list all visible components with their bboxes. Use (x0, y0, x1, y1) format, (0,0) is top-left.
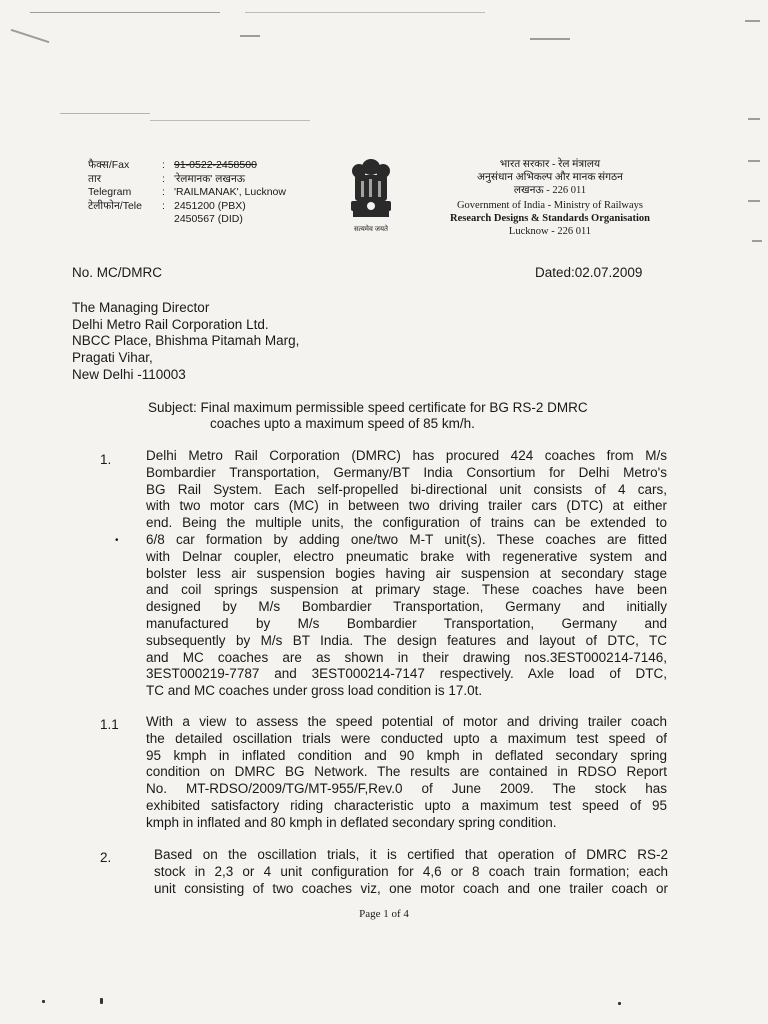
org-hindi-line-2: अनुसंधान अभिकल्प और मानक संगठन (477, 172, 623, 184)
scan-artifact (752, 240, 762, 242)
subject-line-1: Subject: Final maximum permissible speed certificate for BG RS-2 DMRC (148, 400, 588, 415)
tele-value-2: 2450567 (DID) (174, 213, 243, 225)
paragraph-line: manufactured by M/s Bombardier Transportation, Germany and (146, 615, 667, 631)
paragraph-2 (154, 847, 668, 897)
paragraph-number: 2. (100, 850, 112, 865)
paragraph-number: 1.1 (100, 717, 119, 732)
page-number: Page 1 of 4 (359, 908, 409, 920)
paragraph-line: Delhi Metro Rail Corporation (DMRC) has procured 424 coaches from M/s (146, 448, 667, 463)
telegram-value: 'RAILMANAK', Lucknow (174, 186, 286, 198)
scan-artifact (245, 12, 485, 13)
tele-label: टेलीफोन/Tele (88, 199, 142, 212)
organisation-block (430, 158, 670, 238)
contact-block (88, 159, 286, 227)
paragraph-line: No. MT-RDSO/2009/TG/MT-955/F,Rev.0 of June 2009. The stock has (146, 781, 667, 797)
paragraph-1-1 (146, 714, 667, 832)
reference-number: No. MC/DMRC (72, 265, 162, 280)
scan-artifact (748, 200, 760, 202)
paragraph-line: 95 kmph in inflated condition and 90 kmph in deflated secondary spring (146, 747, 667, 763)
paragraph-1 (146, 448, 667, 700)
paragraph-line: BG Rail System. Each self-propelled bi-directional unit consists of 4 cars, (146, 481, 667, 497)
recipient-address (72, 300, 299, 384)
margin-mark: • (115, 535, 119, 546)
fax-label: फैक्स/Fax (88, 159, 130, 171)
scan-artifact (530, 38, 570, 40)
paragraph-line: Based on the oscillation trials, it is certified that operation of DMRC RS-2 (154, 847, 668, 862)
paragraph-line: bolster less air suspension bogies having air suspension at secondary stage (146, 565, 667, 581)
paragraph-line: with two motor cars (MC) in between two driving trailer cars (DTC) at either (146, 498, 667, 514)
paragraph-line: Bombardier Transportation, Germany/BT India Consortium for Delhi Metro's (146, 464, 667, 480)
paragraph-line: kmph in inflated and 80 kmph in deflated secondary spring condition. (146, 814, 557, 830)
address-line: NBCC Place, Bhishma Pitamah Marg, (72, 333, 300, 349)
scan-artifact (100, 998, 103, 1004)
scan-artifact (748, 160, 760, 162)
paragraph-line: with Delnar coupler, electro pneumatic brake with regenerative system and (146, 548, 667, 564)
national-emblem-icon (345, 155, 397, 237)
address-line: The Managing Director (72, 300, 210, 315)
scan-artifact (150, 120, 310, 121)
tele-value-1: 2451200 (PBX) (174, 199, 246, 212)
paragraph-line: designed by M/s Bombardier Transportation, Germany and initially (146, 599, 667, 615)
paragraph-line: 3EST000219-7787 and 3EST000214-7147 respectively. Axle load of DTC, (146, 666, 667, 682)
separator: : (162, 199, 165, 212)
paragraph-line: exhibited satisfactory riding characteristic upto a maximum test speed of 95 (146, 797, 667, 813)
separator: : (162, 172, 165, 185)
paragraph-line: end. Being the multiple units, the configuration of trains can be extended to (146, 515, 667, 531)
telegram-hindi-value: 'रेलमानक' लखनऊ (174, 172, 246, 185)
emblem-motto: सत्यमेव जयते (353, 226, 389, 233)
scan-artifact (30, 12, 220, 13)
paragraph-line: subsequently by M/s BT India. The design features and layout of DTC, TC (146, 632, 667, 648)
telegram-hindi-label: तार (88, 172, 101, 185)
paragraph-line: unit consisting of two coaches viz, one motor coach and one trailer coach or (154, 880, 668, 896)
scan-artifact (11, 29, 50, 43)
org-hindi-line-1: भारत सरकार - रेल मंत्रालय (499, 159, 601, 170)
scan-artifact (60, 113, 150, 114)
paragraph-line: and MC coaches are as shown in their drawing nos.3EST000214-7146, (146, 649, 667, 665)
scan-artifact (240, 35, 260, 37)
separator: : (162, 159, 165, 171)
paragraph-line: stock in 2,3 or 4 unit configuration for 4,6 or 8 coach train formation; each (154, 863, 668, 879)
subject-line-2: coaches upto a maximum speed of 85 km/h. (210, 416, 475, 431)
address-line: Pragati Vihar, (72, 350, 153, 366)
telegram-label: Telegram (88, 186, 132, 198)
scan-artifact (42, 1000, 45, 1003)
separator: : (162, 186, 165, 198)
org-english-line-2: Research Designs & Standards Organisation (450, 212, 650, 224)
paragraph-line: With a view to assess the speed potential of motor and driving trailer coach (146, 714, 667, 729)
scan-artifact (745, 20, 760, 22)
paragraph-line: TC and MC coaches under gross load condition is 17.0t. (146, 683, 483, 699)
paragraph-line: 6/8 car formation by adding one/two M-T unit(s). These coaches are fitted (146, 531, 667, 547)
paragraph-line: the detailed oscillation trials were conducted upto a maximum test speed of (146, 730, 667, 746)
org-english-line-1: Government of India - Ministry of Railways (456, 199, 644, 211)
letter-date: Dated:02.07.2009 (535, 265, 643, 280)
org-hindi-line-3: लखनऊ - 226 011 (513, 185, 587, 197)
scan-artifact (618, 1002, 621, 1005)
scan-artifact (748, 118, 760, 120)
paragraph-line: condition on DMRC BG Network. The results are contained in RDSO Report (146, 764, 667, 780)
org-english-line-3: Lucknow - 226 011 (508, 226, 592, 238)
subject (148, 400, 668, 432)
address-line: New Delhi -110003 (72, 366, 186, 382)
fax-value: 91-0522-2458500 (174, 159, 257, 171)
paragraph-line: and coil springs suspension at primary stage. These coaches have been (146, 582, 667, 598)
paragraph-number: 1. (100, 452, 112, 467)
address-line: Delhi Metro Rail Corporation Ltd. (72, 316, 269, 332)
